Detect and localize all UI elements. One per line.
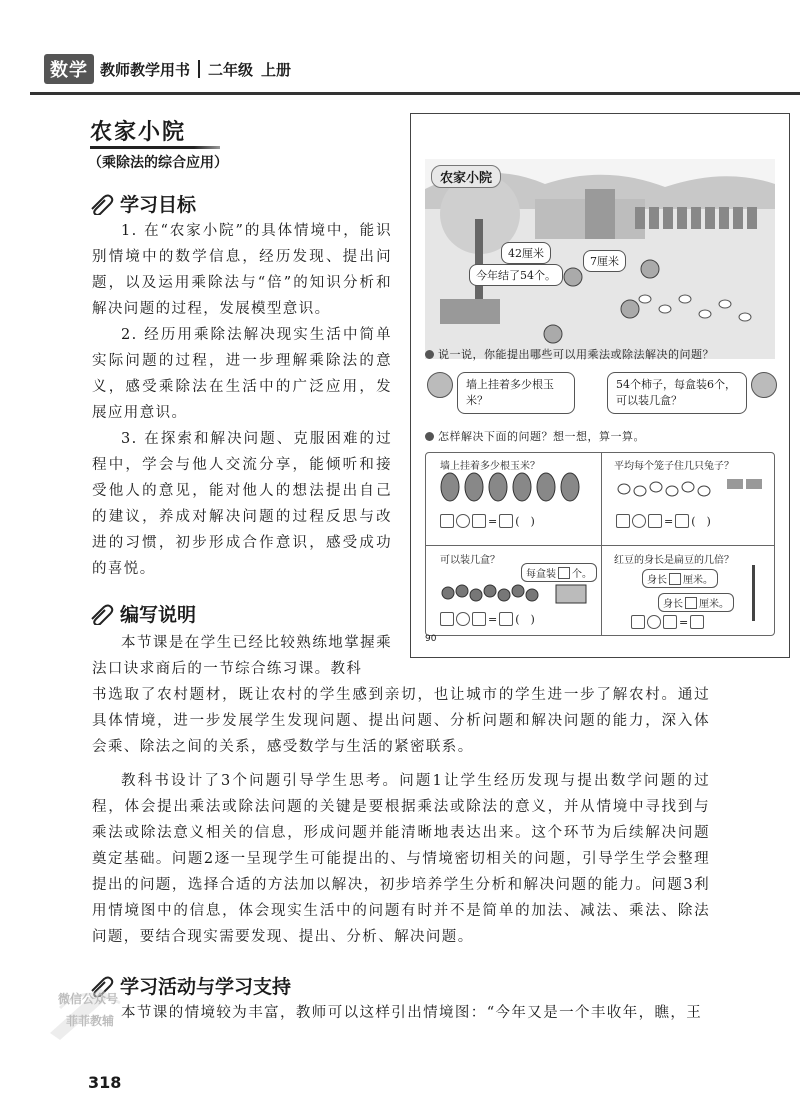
notes-heading: [88, 600, 196, 627]
cell-4-label: 红豆的身长是扁豆的几倍？: [614, 555, 734, 566]
title-underline: [90, 146, 220, 149]
cell-3-bubble-text: 每盒装: [526, 569, 556, 580]
unit-paren: ( ): [515, 613, 535, 626]
answer-box[interactable]: [440, 514, 454, 528]
goals-heading: [88, 190, 196, 217]
persimmons-illustration: [438, 579, 593, 607]
goals-heading-text: 学习目标: [120, 194, 197, 216]
answer-box[interactable]: [499, 612, 513, 626]
watermark-line-1: 微信公众号: [58, 992, 119, 1006]
goal-item-1: 1. 在“农家小院”的具体情境中，能识别情境中的数学信息，经历发现、提出问题，以及运用乘除法与“倍”的知识分析和解决问题的过程，发展模型意识。: [92, 223, 392, 317]
header-title: [100, 59, 291, 80]
header-separator: [198, 60, 200, 78]
equation-1: = ( ): [440, 513, 535, 529]
operator-circle[interactable]: [632, 514, 646, 528]
header-rule: [30, 92, 800, 95]
lesson-title: 农家小院: [90, 120, 187, 145]
goal-item-2: 2. 经历用乘除法解决现实生活中简单实际问题的过程，进一步理解乘除法的意义，感受乘除法在生活中的广泛应用，发展应用意识。: [92, 327, 392, 421]
length-label: 身长: [647, 575, 667, 586]
equation-3: = ( ): [440, 611, 535, 627]
answer-box[interactable]: [631, 615, 645, 629]
brand-text: 数学: [50, 60, 88, 81]
equation-4: =: [631, 615, 704, 629]
bullet-dot: [425, 432, 434, 441]
grid-divider-horizontal: [426, 545, 774, 546]
cell-1-label: 墙上挂着多少根玉米？: [440, 461, 540, 472]
textbook-page-figure: [410, 113, 790, 658]
notes-heading-text: 编写说明: [120, 604, 197, 626]
goal-item-3: 3. 在探索和解决问题、克服困难的过程中，学会与他人交流分享，能倾听和接受他人的意见，能对他人的想法提出自己的建议，养成对解决问题的过程反思与改进的习惯，初步形成合作意识，感受成功的喜悦。: [92, 431, 392, 577]
lesson-subtitle: （乘除法的综合应用）: [88, 155, 228, 171]
bubble-42cm: 42厘米: [501, 242, 551, 264]
answer-box[interactable]: [669, 573, 681, 585]
red-bean-pod: [752, 565, 755, 621]
answer-box[interactable]: [663, 615, 677, 629]
paperclip-icon: [88, 603, 116, 625]
question-2: [425, 428, 645, 444]
answer-box[interactable]: [616, 514, 630, 528]
brand-badge: [44, 54, 94, 84]
paperclip-icon: [88, 193, 116, 215]
answer-box[interactable]: [499, 514, 513, 528]
unit-paren: ( ): [515, 515, 535, 528]
answer-box[interactable]: [685, 597, 697, 609]
notes-paragraph-2: 教科书设计了3个问题引导学生思考。问题1让学生经历发现与提出数学问题的过程，体会提出乘法或除法问题的关键是要根据乘法或除法的意义，并从情境中寻找到与乘法或除法意义相关的信息，形成问题并能清晰地表达出来。这个环节为后续解决问题奠定基础。问题2逐一呈现学生可能提出的、与情境密切相关的问题，引导学生学会整理提出的问题，选择合适的方法加以解决，初步培养学生分析和解决问题的能力。问题3利用情境图中的信息，体会现实生活中的问题有时并不是简单的加法、减法、乘法、除法问题，要结合现实需要发现、提出、分析、解决问题。: [92, 773, 710, 945]
answer-box[interactable]: [472, 514, 486, 528]
page-header: [44, 52, 291, 86]
grid-divider-vertical: [601, 453, 602, 635]
operator-circle[interactable]: [647, 615, 661, 629]
answer-box[interactable]: [675, 514, 689, 528]
bullet-dot: [425, 350, 434, 359]
answer-box[interactable]: [648, 514, 662, 528]
book-name: 教师教学用书: [100, 60, 191, 79]
flat-bean-length: [658, 593, 734, 612]
rabbits-illustration: [612, 471, 767, 503]
cell-3-label: 可以装几盒？: [440, 555, 500, 566]
notes-paragraph-1-start: 本节课是在学生已经比较熟练地掌握乘法口诀求商后的一节综合练习课。教科: [92, 635, 392, 677]
answer-box[interactable]: [558, 567, 570, 579]
answer-box[interactable]: [690, 615, 704, 629]
activities-paragraph-1: 本节课的情境较为丰富，教师可以这样引出情境图：“今年又是一个丰收年，瞧，王: [121, 1005, 703, 1021]
length-unit: 厘米。: [699, 599, 729, 610]
bubble-7cm: 7厘米: [583, 250, 626, 272]
answer-box[interactable]: [440, 612, 454, 626]
question-2-text: 怎样解决下面的问题？想一想，算一算。: [438, 430, 645, 443]
operator-circle[interactable]: [456, 612, 470, 626]
speech-right: 54个柿子，每盒装6个，可以装几盒？: [607, 372, 747, 414]
unit-paren: ( ): [691, 515, 711, 528]
length-unit: 厘米。: [683, 575, 713, 586]
page-number: 318: [88, 1073, 122, 1092]
corn-illustration: [438, 471, 593, 503]
equation-2: = ( ): [616, 513, 711, 529]
operator-circle[interactable]: [456, 514, 470, 528]
cell-2-label: 平均每个笼子住几只兔子？: [614, 461, 734, 472]
red-bean-length: [642, 569, 718, 588]
question-1-text: 说一说，你能提出哪些可以用乘法或除法解决的问题？: [438, 348, 714, 361]
scene-label: 农家小院: [431, 165, 501, 188]
answer-box[interactable]: [472, 612, 486, 626]
notes-paragraph-1-rest: 书选取了农村题材，既让农村的学生感到亲切，也让城市的学生进一步了解农村。通过具体情境，进一步发展学生发现问题、提出问题、分析问题和解决问题的能力，深入体会乘、除法之间的关系，感受数学与生活的紧密联系。: [92, 687, 710, 755]
cell-3-bubble-unit: 个。: [572, 569, 592, 580]
length-label: 身长: [663, 599, 683, 610]
textbook-page-number: 90: [425, 634, 437, 644]
question-1: [425, 346, 714, 362]
boy-avatar: [427, 372, 453, 398]
bubble-54: 今年结了54个。: [469, 264, 563, 286]
problem-grid: [425, 452, 775, 636]
grade-label: 二年级: [208, 60, 254, 79]
volume-label: 上册: [261, 60, 292, 79]
speech-left: 墙上挂着多少根玉米？: [457, 372, 575, 414]
watermark-line-2: 菲菲教辅: [66, 1014, 115, 1028]
activities-heading-text: 学习活动与学习支持: [120, 976, 292, 998]
girl-avatar: [751, 372, 777, 398]
